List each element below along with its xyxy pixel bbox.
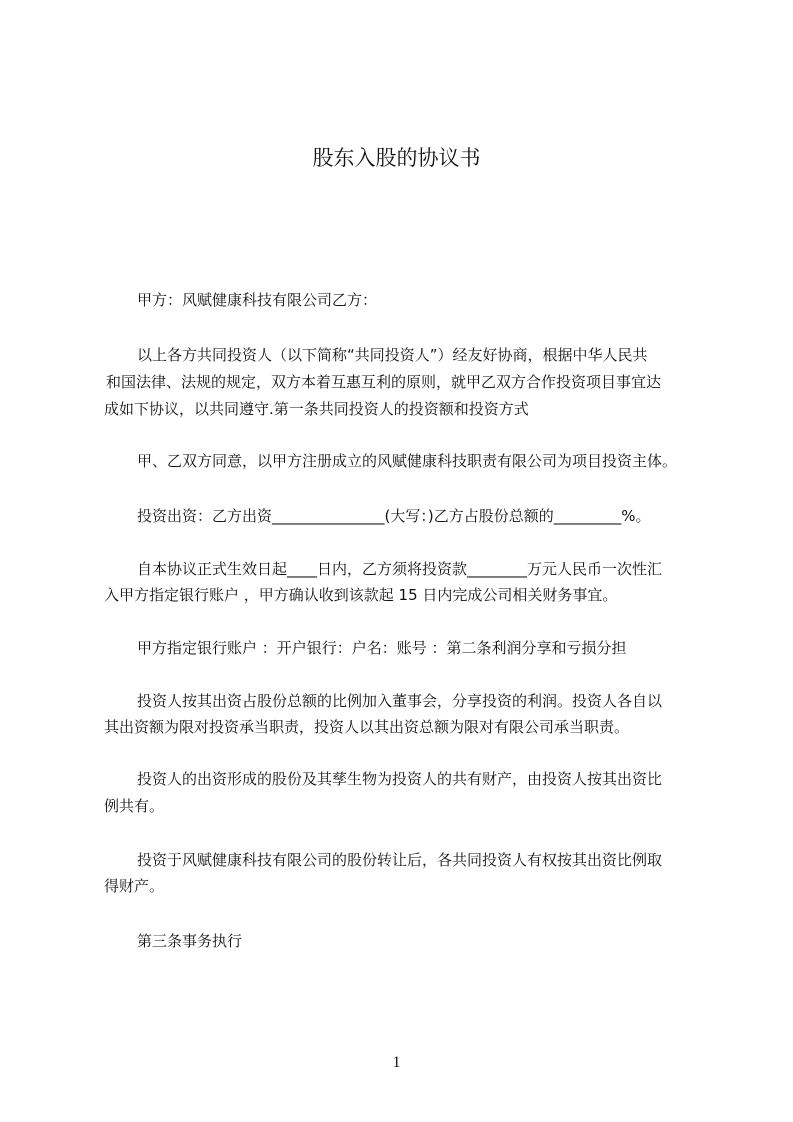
page-number: 1 bbox=[392, 1054, 401, 1071]
body-line: 投资人的出资形成的股份及其孳生物为投资人的共有财产，由投资人按其出资比 bbox=[137, 770, 663, 788]
body-line: 其出资额为限对投资承当职责，投资人以其出资总额为限对有限公司承当职责。 bbox=[104, 718, 630, 736]
body-line: 和国法律、法规的规定，双方本着互惠互利的原则，就甲乙双方合作投资项目事宜达 bbox=[106, 373, 662, 391]
body-line: 成如下协议，以共同遵守.第一条共同投资人的投资额和投资方式 bbox=[104, 400, 529, 418]
bank-account-line: 甲方指定银行账户 ：开户银行：户名：账号 ：第二条利润分享和亏损分担 bbox=[137, 639, 627, 657]
body-line: 以上各方共同投资人（以下简称“共同投资人”）经友好协商，根据中华人民共 bbox=[137, 346, 648, 364]
section-heading: 第三条事务执行 bbox=[137, 932, 243, 950]
body-line: 甲、乙双方同意，以甲方注册成立的风赋健康科技职责有限公司为项目投资主体。 bbox=[137, 452, 678, 470]
document-title: 股东入股的协议书 bbox=[312, 146, 481, 170]
body-line: 投资人按其出资占股份总额的比例加入董事会，分享投资的利润。投资人各自以 bbox=[137, 692, 663, 710]
party-line: 甲方：风赋健康科技有限公司乙方： bbox=[137, 291, 378, 309]
body-line: 投资于风赋健康科技有限公司的股份转让后，各共同投资人有权按其出资比例取 bbox=[137, 851, 663, 869]
body-line: 得财产。 bbox=[104, 877, 165, 895]
body-line: 自本协议正式生效日起____日内，乙方须将投资款________万元人民币一次性汇 bbox=[137, 560, 663, 578]
body-line: 例共有。 bbox=[104, 797, 165, 815]
body-line: 入甲方指定银行账户 ，甲方确认收到该款起 15 日内完成公司相关财务事宜。 bbox=[104, 586, 618, 604]
investment-line: 投资出资：乙方出资_______________(大写：)乙方占股份总额的_________%。 bbox=[137, 507, 651, 525]
